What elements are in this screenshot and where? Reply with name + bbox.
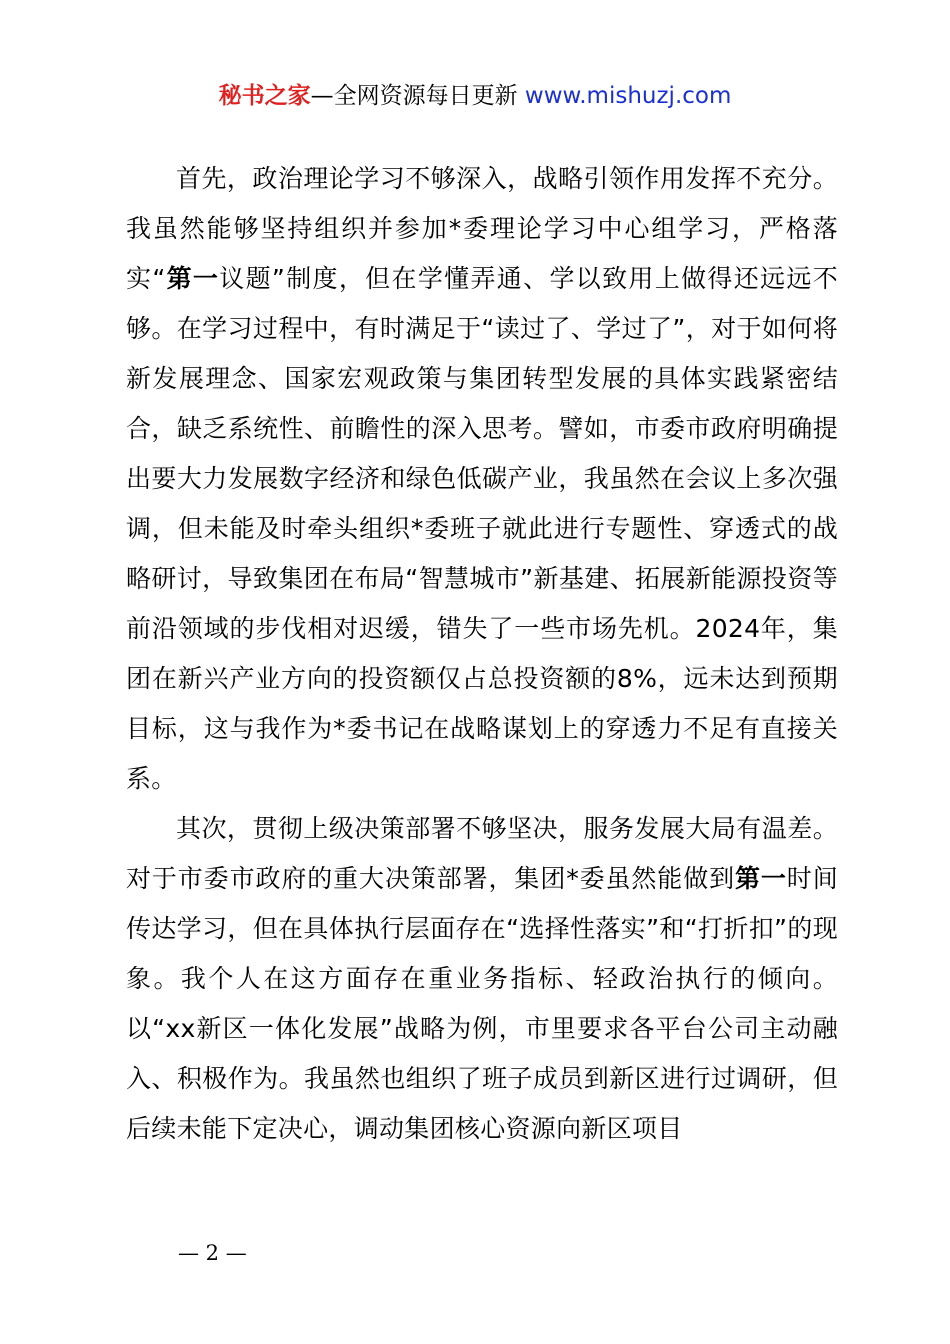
site-header [0, 80, 950, 112]
site-url-link[interactable]: www.mishuzj.com [524, 83, 732, 109]
paragraph-2-text-a: 其次，贯彻上级决策部署不够坚决，服务发展大局有温差。对于市委市政府的重大决策部署，集团*委虽然能做到 [126, 814, 838, 893]
paragraph-1-text-a: 首先，政治理论学习不够深入，战略引领作用发挥不充分。我虽然能够坚持组织并参加*委理论学习中心组学习，严格落实“ [126, 164, 838, 293]
page-number: — 2 — [178, 1241, 247, 1265]
paragraph-1-text-b: 议题”制度，但在学懂弄通、学以致用上做得还远远不够。在学习过程中，有时满足于“读过了、学过了”，对于如何将新发展理念、国家宏观政策与集团转型发展的具体实践紧密结合，缺乏系统性、前瞻性的深入思考。譬如，市委市政府明确提出要大力发展数字经济和绿色低碳产业，我虽然在会议上多次强调，但未能及时牵头组织*委班子就此进行专题性、穿透式的战略研讨，导致集团在布局“智慧城市”新基建、拓展新能源投资等前沿领域的步伐相对迟缓，错失了一些市场先机。2024年，集团在新兴产业方向的投资额仅占总投资额的8%，远未达到预期目标，这与我作为*委书记在战略谋划上的穿透力不足有直接关系。 [126, 264, 838, 793]
document-body [126, 154, 838, 1154]
paragraph-2-text-b: 时间传达学习，但在具体执行层面存在“选择性落实”和“打折扣”的现象。我个人在这方面存在重业务指标、轻政治执行的倾向。以“xx新区一体化发展”战略为例，市里要求各平台公司主动融入、积极作为。我虽然也组织了班子成员到新区进行过调研，但后续未能下定决心，调动集团核心资源向新区项目 [126, 864, 838, 1143]
paragraph-2 [126, 804, 838, 1154]
paragraph-2-bold: 第一 [735, 864, 787, 893]
site-tagline: —全网资源每日更新 [310, 83, 518, 109]
site-brand: 秘书之家 [218, 83, 311, 109]
paragraph-1 [126, 154, 838, 804]
paragraph-1-bold: 第一 [165, 264, 220, 293]
